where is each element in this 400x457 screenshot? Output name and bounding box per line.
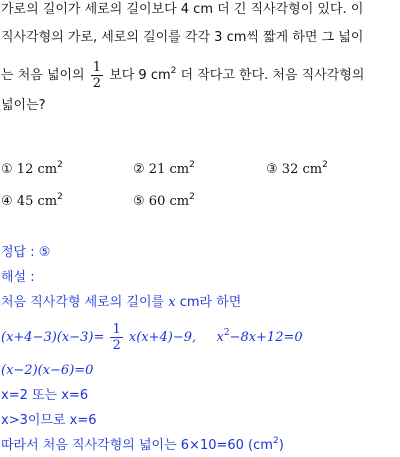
choice-2-exponent: 2 (189, 160, 195, 170)
step-2-post: x(x+4)−9, (128, 330, 197, 345)
unit-exponent: 2 (170, 66, 177, 76)
choice-3-value: 32 cm (281, 162, 323, 177)
step-6-post: ) (278, 438, 284, 453)
choice-5-value: 60 cm (148, 194, 190, 209)
problem-line-3-post: 더 작다고 한다. 처음 직사각형의 (176, 68, 365, 83)
choice-1-mark: ① (1, 162, 13, 177)
step-6-pre: 따라서 처음 직사각형의 넓이는 6×10=60 (cm (1, 438, 273, 453)
problem-line-3-mid: 보다 9 cm (109, 68, 171, 83)
problem-line-3-pre: 는 처음 넓이의 (1, 68, 85, 83)
problem-line-2: 직사각형의 가로, 세로의 길이를 각각 3 cm씩 짧게 하면 그 넓이 (1, 30, 364, 45)
choice-1-exponent: 2 (57, 160, 63, 170)
solution-step-4: x=2 또는 x=6 (1, 388, 89, 403)
fraction-denominator: 2 (92, 76, 102, 91)
step-2b-pre: x (216, 330, 224, 345)
problem-line-4: 넓이는? (1, 98, 46, 113)
choice-3-mark: ③ (266, 162, 278, 177)
step-1-pre: 처음 직사각형 세로의 길이를 (1, 295, 169, 310)
solution-step-6 (1, 438, 284, 454)
choice-2[interactable] (133, 162, 195, 177)
step-2-fraction-numerator: 1 (112, 322, 121, 337)
solution-step-1 (1, 295, 241, 311)
choice-2-mark: ② (133, 162, 145, 177)
solution-label: 해설 : (1, 270, 35, 285)
step-6-exponent: 2 (272, 436, 279, 446)
choice-1-value: 12 cm (16, 162, 58, 177)
step-2b-post: −8x+12=0 (229, 330, 303, 345)
choice-5-exponent: 2 (189, 192, 195, 202)
choice-3[interactable] (266, 162, 328, 177)
choice-4-mark: ④ (1, 194, 13, 209)
step-1-post: cm라 하면 (175, 295, 242, 310)
step-2-pre: (x+4−3)(x−3)= (1, 330, 105, 345)
solution-step-3: (x−2)(x−6)=0 (1, 363, 94, 378)
step-2b-exponent: 2 (223, 328, 230, 338)
solution-step-2 (1, 322, 303, 353)
fraction-half (91, 60, 103, 91)
step-2-fraction (110, 322, 122, 353)
answer-line: 정답 : ⑤ (1, 245, 51, 260)
step-2-fraction-denominator: 2 (112, 338, 121, 353)
problem-line-3 (1, 60, 364, 91)
choice-4-value: 45 cm (16, 194, 58, 209)
fraction-numerator: 1 (92, 60, 102, 75)
choice-5-mark: ⑤ (133, 194, 145, 209)
choice-5[interactable] (133, 194, 195, 209)
choice-4[interactable] (1, 194, 63, 209)
problem-line-1: 가로의 길이가 세로의 길이보다 4 cm 더 긴 직사각형이 있다. 이 (1, 2, 364, 17)
choice-1[interactable] (1, 162, 63, 177)
choice-2-value: 21 cm (148, 162, 190, 177)
choice-3-exponent: 2 (322, 160, 328, 170)
solution-step-5: x>3이므로 x=6 (1, 413, 97, 428)
choice-4-exponent: 2 (57, 192, 63, 202)
step-1-variable: x (168, 295, 176, 310)
